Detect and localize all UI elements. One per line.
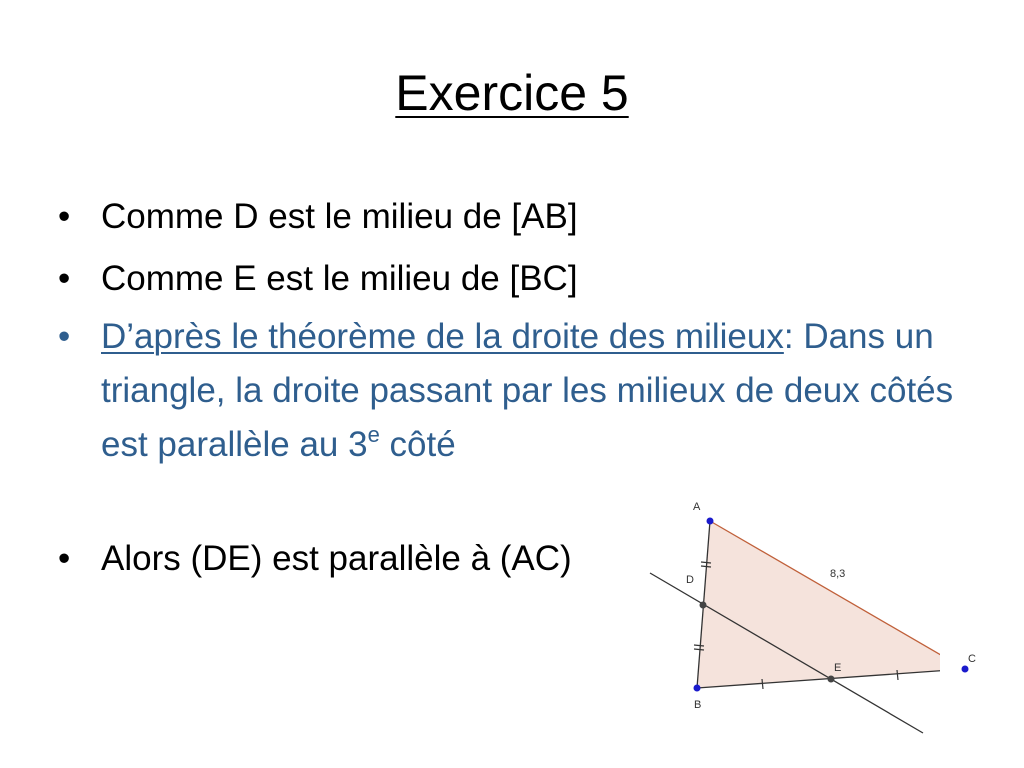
bullet-item-e-midpoint <box>58 252 958 306</box>
bullet-text: Alors (DE) est parallèle à (AC) <box>101 539 572 578</box>
theorem-colon: : <box>783 317 794 356</box>
label-c: C <box>968 653 976 665</box>
theorem-superscript: e <box>367 422 380 447</box>
bullet-dot: • <box>58 259 71 298</box>
point-c <box>962 666 969 673</box>
bullet-item-d-midpoint <box>58 190 958 244</box>
point-d <box>700 602 707 609</box>
point-c-layer <box>940 640 1000 680</box>
bullet-text: Comme D est le milieu de [AB] <box>101 197 578 236</box>
bullet-dot: • <box>58 317 71 356</box>
label-d: D <box>686 574 694 586</box>
label-e: E <box>834 662 842 674</box>
bullet-item-theorem <box>58 310 958 472</box>
bullet-dot: • <box>58 197 71 236</box>
theorem-statement: Dans un triangle, la droite passant par les milieux de deux côtés est parallèle au 3 <box>101 317 954 464</box>
triangle-figure <box>640 495 940 745</box>
point-a <box>707 518 714 525</box>
slide-title-text: Exercice 5 <box>395 65 629 121</box>
label-side-length: 8,3 <box>830 568 846 580</box>
theorem-link[interactable]: D’après le théorème de la droite des milieux <box>101 317 784 356</box>
point-e <box>828 676 835 683</box>
slide-title <box>0 66 1024 121</box>
bullet-dot: • <box>58 539 71 578</box>
point-b <box>694 685 701 692</box>
label-a: A <box>693 501 701 513</box>
label-b: B <box>694 699 702 711</box>
theorem-statement-end: côté <box>379 425 456 464</box>
triangle-abc-fill <box>697 521 940 688</box>
bullet-text: Comme E est le milieu de [BC] <box>101 259 578 298</box>
